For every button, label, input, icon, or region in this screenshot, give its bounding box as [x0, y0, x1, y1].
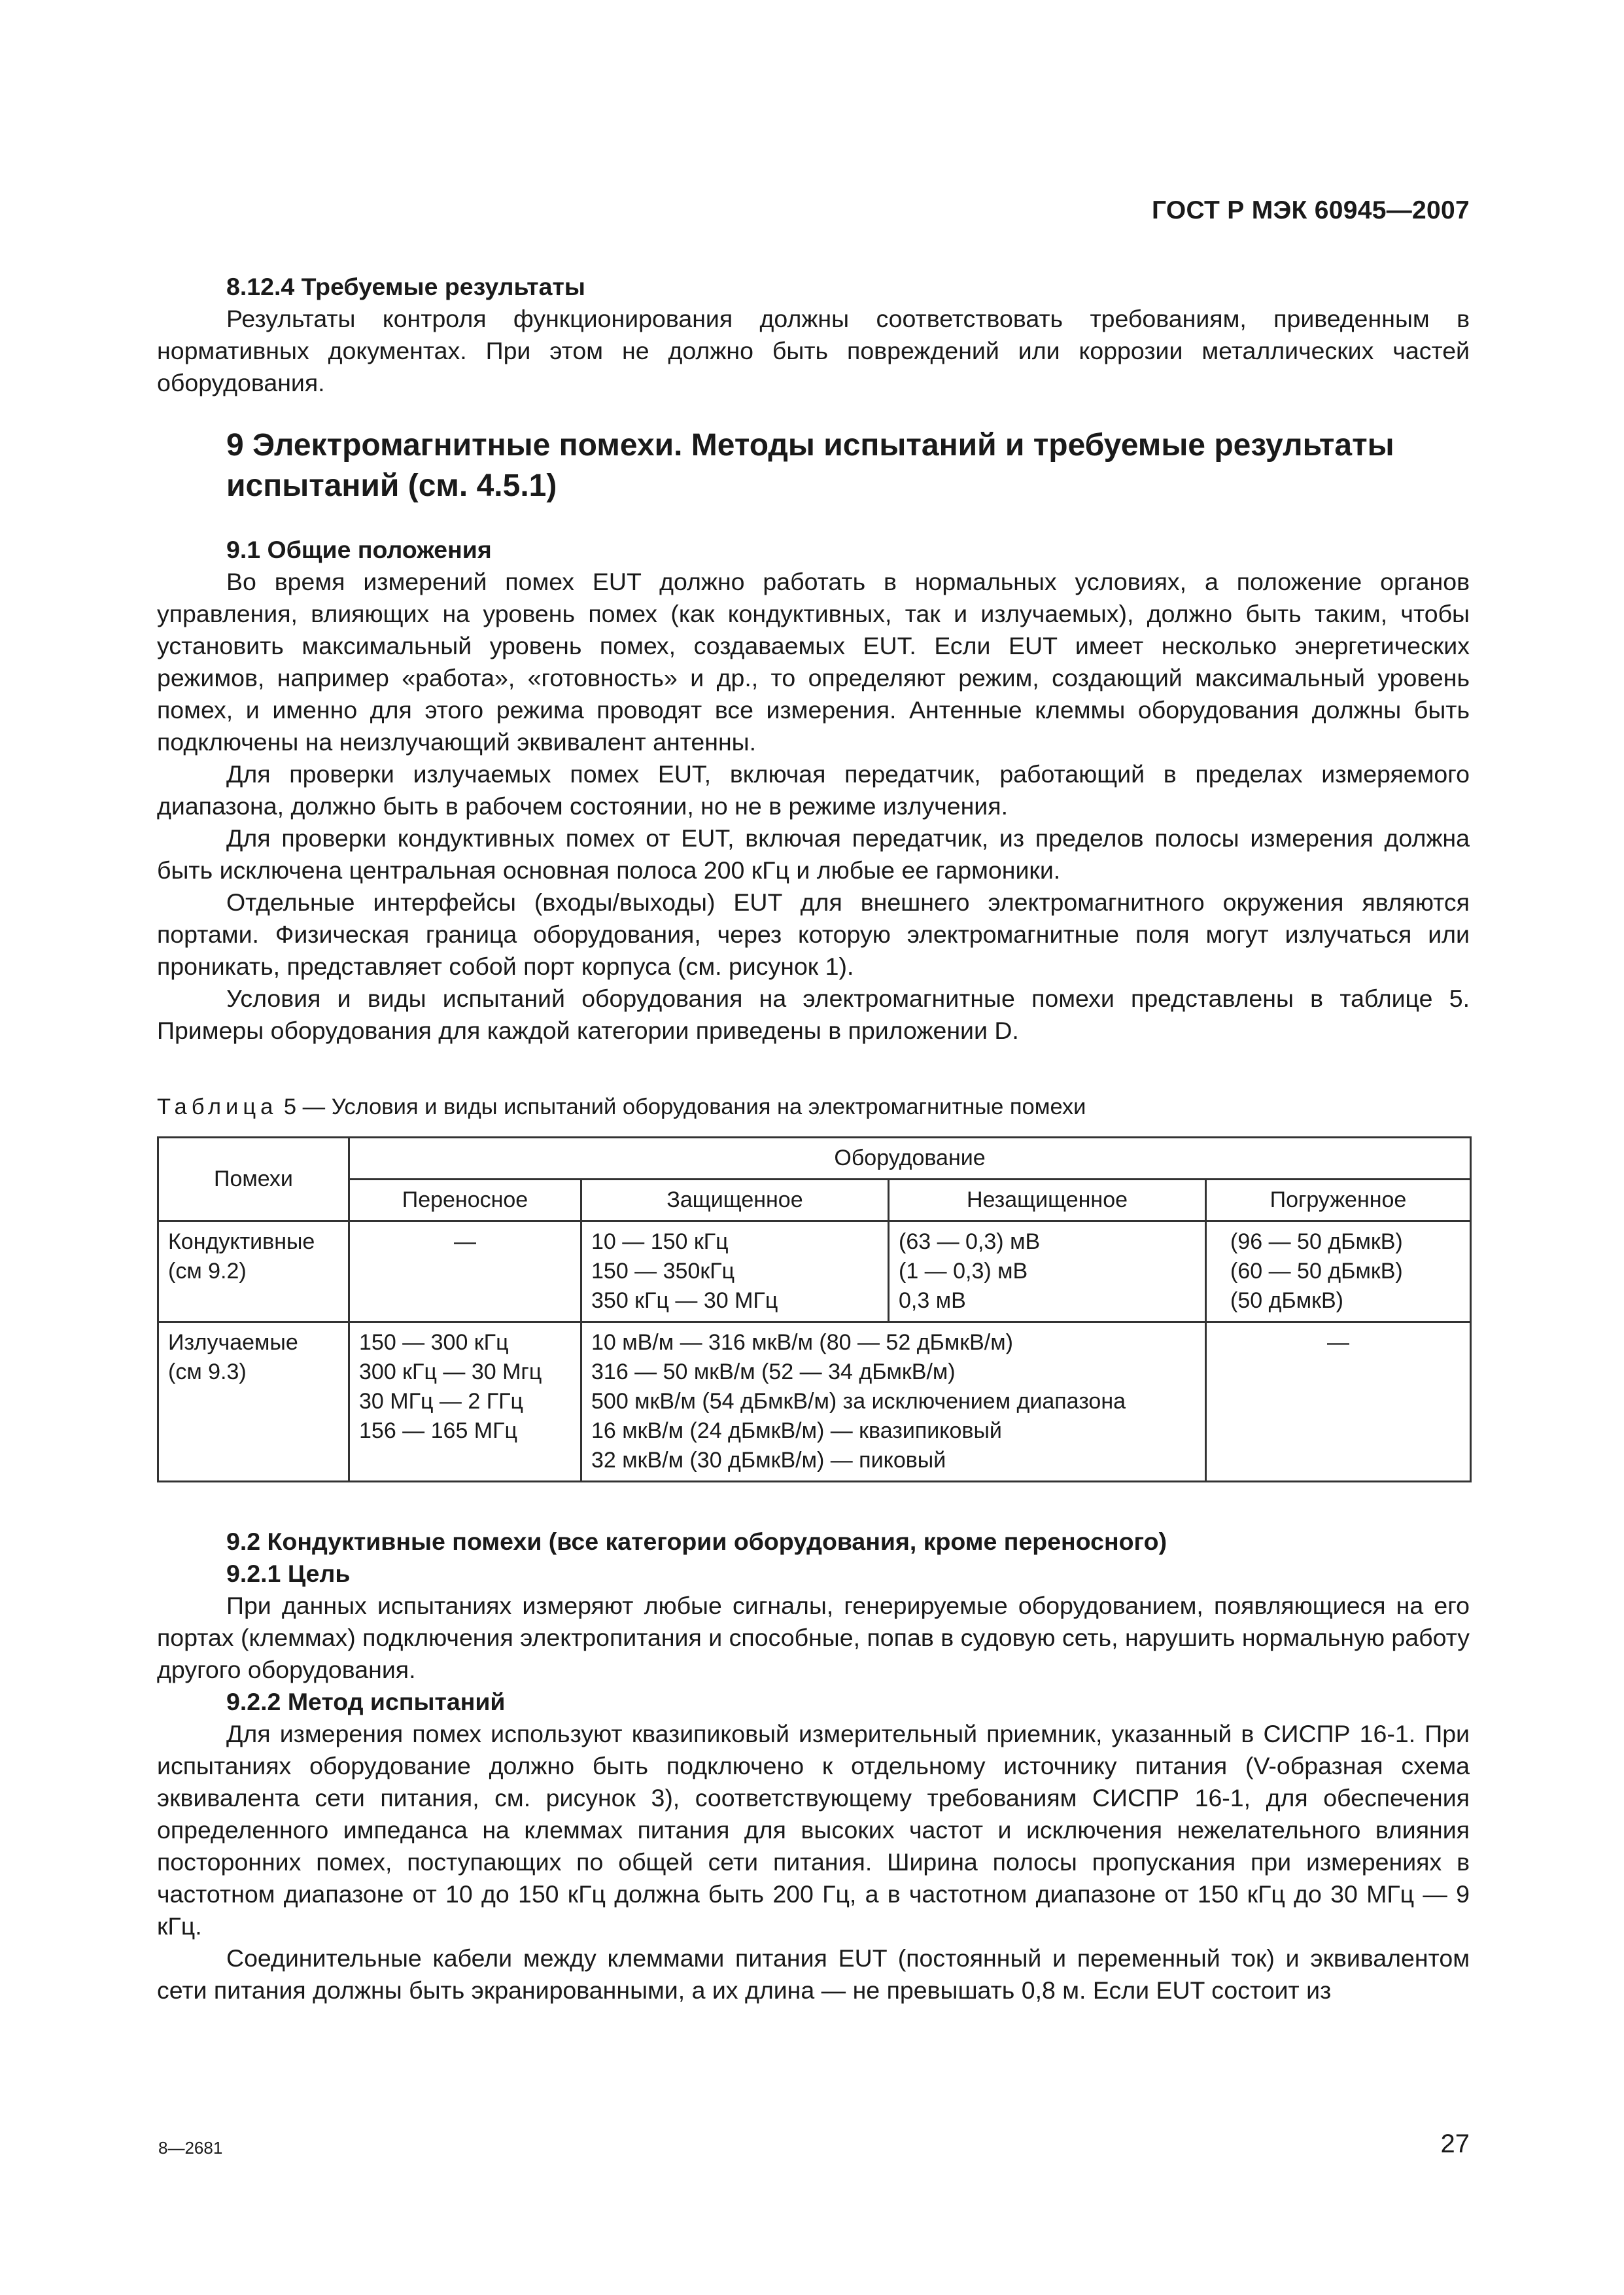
cell-line: 316 — 50 мкВ/м (52 — 34 дБмкВ/м) [591, 1359, 956, 1384]
cell-line: 32 мкВ/м (30 дБмкВ/м) — пиковый [591, 1448, 946, 1473]
cell-line: 150 — 350кГц [591, 1259, 735, 1284]
cell-conducted-unprotected [889, 1221, 1206, 1322]
table-caption-word: Таблица [157, 1095, 278, 1119]
header-portable: Переносное [349, 1180, 581, 1221]
paragraph-9-1-2: Для проверки излучаемых помех EUT, включая передатчик, работающий в пределах измеряемого диапазона, должно быть в рабочем состоянии, но не в режиме излучения. [157, 760, 1470, 820]
cell-line: 300 кГц — 30 Мгц [359, 1359, 542, 1384]
header-protected: Защищенное [581, 1180, 889, 1221]
cell-line: (см 9.3) [168, 1359, 247, 1384]
paragraph-9-1-4: Отдельные интерфейсы (входы/выходы) EUT для внешнего электромагнитного окружения являются портами. Физическая граница оборудования, через которую электромагнитные поля могут излучаться или проникать, представляет собой порт корпуса (см. рисунок 1). [157, 888, 1470, 980]
paragraph-9-2-2-2: Соединительные кабели между клеммами питания EUT (постоянный и переменный ток) и эквивалентом сети питания должны быть экранированными, а их длина — не превышать 0,8 м. Если EUT состоит из [157, 1944, 1470, 2004]
paragraph-9-2-2-1: Для измерения помех используют квазипиковый измерительный приемник, указанный в СИСПР 16-1. При испытаниях оборудование должно быть подключено к отдельному источнику питания (V-образная схема эквивалента сети питания, см. рисунок 3), соответствующему требованиям СИСПР 16-1, для обеспечения определенного импеданса на клеммах питания для высоких частот и исключения нежелательного влияния посторонних помех, поступающих по общей сети питания. Ширина полосы пропускания при измерениях в частотном диапазоне от 10 до 150 кГц должна быть 200 Гц, а в частотном диапазоне от 150 кГц до 30 МГц — 9 кГц. [157, 1720, 1470, 1940]
cell-conducted-label [158, 1221, 349, 1322]
paragraph-9-1-1: Во время измерений помех EUT должно работать в нормальных условиях, а положение органов управления, влияющих на уровень помех (как кондуктивных, так и излучаемых), должно быть таким, чтобы установить максимальный уровень помех, создаваемых EUT. Если EUT имеет несколько энергетических режимов, например «работа», «готовность» и др., то определяют режим, создающий максимальный уровень помех, и именно для этого режима проводят все измерения. Антенные клеммы оборудования должны быть подключены на неизлучающий эквивалент антенны. [157, 568, 1470, 756]
heading-9-2: 9.2 Кондуктивные помехи (все категории оборудования, кроме переносного) [226, 1528, 1167, 1555]
cell-line: (63 — 0,3) мВ [899, 1229, 1041, 1254]
heading-9-2-1: 9.2.1 Цель [226, 1560, 351, 1587]
header-equipment: Оборудование [349, 1138, 1471, 1180]
cell-line: (60 — 50 дБмкВ) [1230, 1259, 1403, 1284]
cell-line: 0,3 мВ [899, 1288, 966, 1313]
header-interference: Помехи [158, 1138, 349, 1221]
header-unprotected: Незащищенное [889, 1180, 1206, 1221]
table-header-row-2 [158, 1180, 1471, 1221]
page-number: 27 [1440, 2129, 1470, 2158]
cell-line: 10 мВ/м — 316 мкВ/м (80 — 52 дБмкВ/м) [591, 1330, 1013, 1355]
header-submerged: Погруженное [1206, 1180, 1471, 1221]
cell-radiated-portable [349, 1322, 581, 1482]
cell-line: 156 — 165 МГц [359, 1418, 518, 1443]
cell-line: (см 9.2) [168, 1259, 247, 1284]
cell-radiated-label [158, 1322, 349, 1482]
document-code: ГОСТ Р МЭК 60945—2007 [1151, 196, 1470, 224]
cell-line: 150 — 300 кГц [359, 1330, 509, 1355]
cell-line: Излучаемые [168, 1330, 298, 1355]
heading-9-2-2: 9.2.2 Метод испытаний [226, 1688, 506, 1715]
heading-9-1: 9.1 Общие положения [226, 536, 492, 563]
paragraph-9-2-1: При данных испытаниях измеряют любые сигналы, генерируемые оборудованием, появляющиеся на его портах (клеммах) подключения электропитания и способные, попав в судовую сеть, нарушить нормальную работу другого оборудования. [157, 1592, 1470, 1683]
heading-8-12-4: 8.12.4 Требуемые результаты [226, 273, 585, 300]
heading-section-9: 9 Электромагнитные помехи. Методы испытаний и требуемые результаты испытаний (см. 4.5.1) [226, 428, 1394, 503]
table-5-caption [157, 1091, 1470, 1123]
cell-conducted-frequency [581, 1221, 889, 1322]
page-content [157, 271, 1470, 2006]
cell-line: (1 — 0,3) мВ [899, 1259, 1028, 1284]
cell-line: (50 дБмкВ) [1230, 1288, 1343, 1313]
paragraph-8-12-4: Результаты контроля функционирования должны соответствовать требованиям, приведенным в нормативных документах. При этом не должно быть повреждений или коррозии металлических частей оборудования. [157, 305, 1470, 396]
footer-code: 8—2681 [158, 2138, 223, 2158]
table-row-radiated [158, 1322, 1471, 1482]
cell-line: 500 мкВ/м (54 дБмкВ/м) за исключением диапазона [591, 1389, 1126, 1414]
table-caption-text: 5 — Условия и виды испытаний оборудования на электромагнитные помехи [277, 1095, 1086, 1119]
cell-conducted-portable: — [349, 1221, 581, 1322]
cell-line: 10 — 150 кГц [591, 1229, 729, 1254]
cell-line: 16 мкВ/м (24 дБмкВ/м) — квазипиковый [591, 1418, 1002, 1443]
cell-line: (96 — 50 дБмкВ) [1230, 1229, 1403, 1254]
paragraph-9-1-5: Условия и виды испытаний оборудования на электромагнитные помехи представлены в таблице 5. Примеры оборудования для каждой категории приведены в приложении D. [157, 985, 1470, 1044]
cell-line: 30 МГц — 2 ГГц [359, 1389, 524, 1414]
table-row-conducted [158, 1221, 1471, 1322]
paragraph-9-1-3: Для проверки кондуктивных помех от EUT, включая передатчик, из пределов полосы измерения должна быть исключена центральная основная полоса 200 кГц и любые ее гармоники. [157, 824, 1470, 884]
cell-radiated-submerged: — [1206, 1322, 1471, 1482]
table-5 [157, 1136, 1472, 1482]
cell-line: 350 кГц — 30 МГц [591, 1288, 778, 1313]
cell-conducted-submerged [1206, 1221, 1471, 1322]
cell-line: Кондуктивные [168, 1229, 315, 1254]
table-header-row-1 [158, 1138, 1471, 1180]
cell-radiated-limits [581, 1322, 1206, 1482]
